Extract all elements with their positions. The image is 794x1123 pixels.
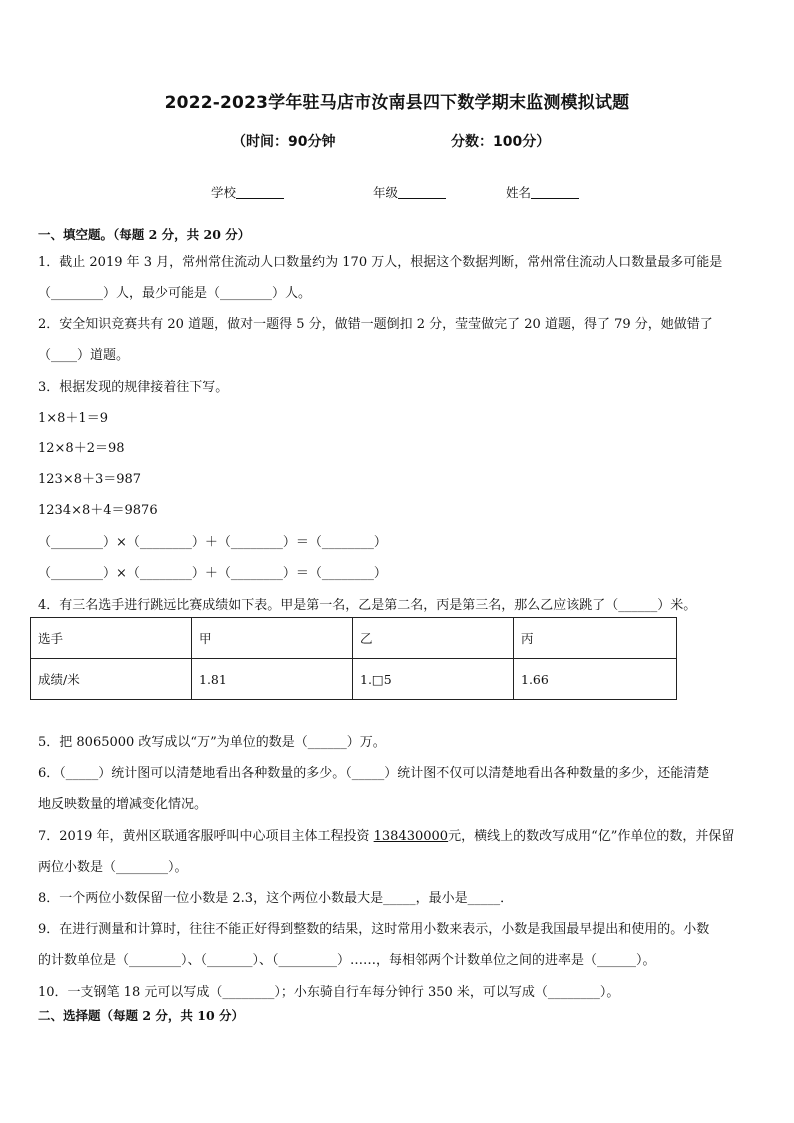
q1-line1: 1．截止 2019 年 3 月，常州常住流动人口数量约为 170 万人，根据这个数据判断，常州常住流动人口数量最多可能是 — [38, 255, 723, 270]
table-cell: 1.66 — [514, 659, 677, 700]
q2-line1: 2．安全知识竞赛共有 20 道题，做对一题得 5 分，做错一题倒扣 2 分，莹莹做完了 20 道题，得了 79 分，她做错了 — [38, 317, 713, 332]
section-1-heading: 一、填空题。（每题 2 分，共 20 分） — [38, 227, 251, 242]
q7-text-b: 元，横线上的数改写成用“亿”作单位的数，并保留 — [448, 829, 735, 844]
name-label: 姓名 — [506, 185, 532, 200]
q3-line1: 3．根据发现的规律接着往下写。 — [38, 380, 229, 395]
grade-blank — [398, 185, 446, 199]
q7-underlined-number: 138430000 — [373, 829, 449, 844]
q9-line2: 的计数单位是（________）、（_______）、（_________）……，每相邻两个计数单位之间的进率是（______）。 — [38, 953, 656, 968]
q6-line2: 地反映数量的增减变化情况。 — [38, 797, 208, 812]
q3-eq2: 12×8＋2＝98 — [38, 441, 125, 456]
q3-eq3: 123×8＋3＝987 — [38, 472, 142, 487]
q7-text-a: 7．2019 年，黄州区联通客服呼叫中心项目主体工程投资 — [38, 829, 374, 844]
q7-line2: 两位小数是（________）。 — [38, 860, 188, 875]
q4-line1: 4．有三名选手进行跳远比赛成绩如下表。甲是第一名，乙是第二名，丙是第三名，那么乙应该跳了（______）米。 — [38, 598, 697, 613]
school-blank — [236, 185, 284, 199]
table-cell: 1.81 — [192, 659, 353, 700]
grade-label: 年级 — [373, 185, 399, 200]
q8: 8．一个两位小数保留一位小数是 2.3，这个两位小数最大是_____，最小是_____． — [38, 891, 514, 906]
school-label: 学校 — [211, 185, 237, 200]
table-cell: 成绩/米 — [31, 659, 192, 700]
q5: 5．把 8065000 改写成以“万”为单位的数是（______）万。 — [38, 735, 386, 750]
q7-line1 — [38, 825, 734, 844]
section-2-heading: 二、选择题（每题 2 分，共 10 分） — [38, 1008, 245, 1023]
q1-line2: （________）人，最少可能是（________）人。 — [38, 286, 312, 301]
q10: 10．一支钢笔 18 元可以写成（________）；小东骑自行车每分钟行 350 米，可以写成（________）。 — [38, 985, 620, 1000]
school-field — [211, 183, 284, 201]
table-cell: 甲 — [192, 618, 353, 659]
q3-blank-row2: （________）×（________）＋（________）＝（________） — [38, 566, 387, 581]
name-blank — [531, 185, 579, 199]
q3-eq4: 1234×8＋4＝9876 — [38, 503, 158, 518]
table-cell: 1.□5 — [353, 659, 514, 700]
grade-field — [373, 183, 446, 201]
table-cell: 丙 — [514, 618, 677, 659]
q6-line1: 6．（_____）统计图可以清楚地看出各种数量的多少。（_____）统计图不仅可以清楚地看出各种数量的多少，还能清楚 — [38, 766, 710, 781]
table-cell: 乙 — [353, 618, 514, 659]
q2-line2: （____）道题。 — [38, 348, 130, 363]
q3-blank-row1: （________）×（________）＋（________）＝（________） — [38, 535, 387, 550]
q3-eq1: 1×8＋1＝9 — [38, 411, 108, 426]
table-header-row — [31, 618, 677, 659]
exam-score: 分数：100分） — [451, 134, 551, 150]
jump-results-table — [30, 617, 677, 700]
table-row — [31, 659, 677, 700]
exam-time: （时间：90分钟 — [232, 134, 336, 150]
q9-line1: 9．在进行测量和计算时，往往不能正好得到整数的结果，这时常用小数来表示，小数是我国最早提出和使用的。小数 — [38, 922, 710, 937]
page-title: 2022-2023学年驻马店市汝南县四下数学期末监测模拟试题 — [164, 93, 630, 113]
table-cell: 选手 — [31, 618, 192, 659]
name-field — [506, 183, 579, 201]
